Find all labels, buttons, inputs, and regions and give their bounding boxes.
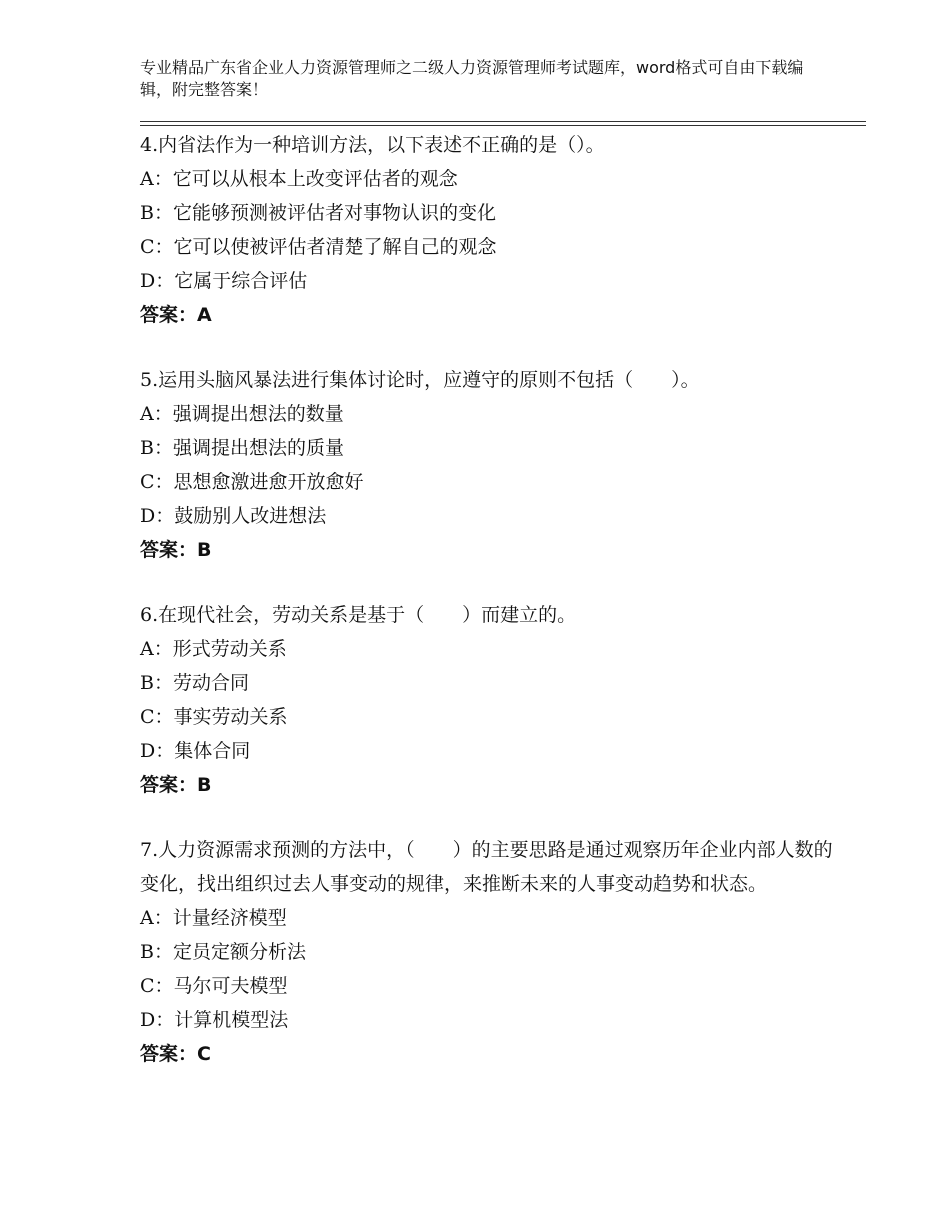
question-list xyxy=(140,128,840,1102)
answer-value: C xyxy=(197,1043,211,1065)
option-a: A：计量经济模型 xyxy=(140,907,287,929)
answer-value: A xyxy=(197,304,212,326)
option-b: B：定员定额分析法 xyxy=(140,941,306,963)
answer-line xyxy=(140,1037,840,1071)
answer-value: B xyxy=(197,539,212,561)
option-c: C：它可以使被评估者清楚了解自己的观念 xyxy=(140,236,497,258)
question-stem: 4.内省法作为一种培训方法，以下表述不正确的是（）。 xyxy=(140,134,605,156)
option-d: D：它属于综合评估 xyxy=(140,270,308,292)
option-d: D：计算机模型法 xyxy=(140,1009,289,1031)
option-c: C：事实劳动关系 xyxy=(140,706,288,728)
answer-prefix: 答案： xyxy=(140,304,198,326)
option-b: B：强调提出想法的质量 xyxy=(140,437,344,459)
header-rule-thin xyxy=(140,125,866,126)
option-a: A：强调提出想法的数量 xyxy=(140,403,344,425)
header-rule-thick xyxy=(140,121,866,122)
answer-prefix: 答案： xyxy=(140,1043,198,1065)
option-d: D：鼓励别人改进想法 xyxy=(140,505,327,527)
answer-prefix: 答案： xyxy=(140,774,198,796)
question-stem: 7.人力资源需求预测的方法中，（ ）的主要思路是通过观察历年企业内部人数的变化，找出组织过去人事变动的规律，来推断未来的人事变动趋势和状态。 xyxy=(140,839,833,895)
question-6 xyxy=(140,598,840,802)
option-a: A：形式劳动关系 xyxy=(140,638,287,660)
option-c: C：马尔可夫模型 xyxy=(140,975,288,997)
document-header: 专业精品广东省企业人力资源管理师之二级人力资源管理师考试题库，word格式可自由下载编辑，附完整答案！ xyxy=(140,58,804,99)
answer-line xyxy=(140,298,840,332)
question-stem: 5.运用头脑风暴法进行集体讨论时，应遵守的原则不包括（ ）。 xyxy=(140,369,700,391)
option-b: B：劳动合同 xyxy=(140,672,249,694)
question-7 xyxy=(140,833,840,1071)
option-d: D：集体合同 xyxy=(140,740,251,762)
answer-line xyxy=(140,768,840,802)
question-5 xyxy=(140,363,840,567)
option-c: C：思想愈激进愈开放愈好 xyxy=(140,471,364,493)
question-stem: 6.在现代社会，劳动关系是基于（ ）而建立的。 xyxy=(140,604,577,626)
option-b: B：它能够预测被评估者对事物认识的变化 xyxy=(140,202,496,224)
option-a: A：它可以从根本上改变评估者的观念 xyxy=(140,168,458,190)
answer-line xyxy=(140,533,840,567)
answer-value: B xyxy=(197,774,212,796)
answer-prefix: 答案： xyxy=(140,539,198,561)
question-4 xyxy=(140,128,840,332)
